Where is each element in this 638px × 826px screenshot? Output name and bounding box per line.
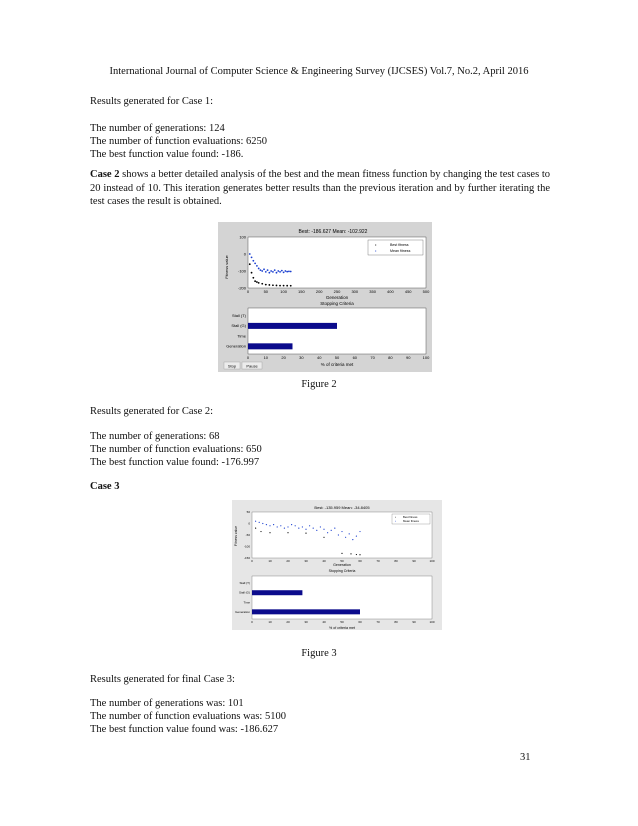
mean-fitness-point <box>323 529 324 530</box>
mean-fitness-point <box>251 257 253 259</box>
best-fitness-point <box>283 285 285 287</box>
mean-fitness-point <box>267 269 269 271</box>
y-tick-label: 100 <box>239 234 246 240</box>
figure-3-svg <box>232 500 442 630</box>
mean-fitness-point <box>283 271 285 273</box>
fig2-yticks <box>238 234 247 290</box>
fig3-legend-best: Best fitness <box>403 515 418 520</box>
mean-fitness-point <box>258 268 260 270</box>
best-fitness-point <box>359 554 360 555</box>
best-fitness-point <box>279 285 281 287</box>
case3-generations: The number of generations was: 101 <box>90 698 244 709</box>
x-tick-label: 250 <box>333 289 341 294</box>
fig2-legend-mean: Mean fitness <box>390 249 411 253</box>
best-fitness-point <box>323 537 324 538</box>
mean-fitness-point <box>252 260 254 262</box>
mean-fitness-point <box>284 270 286 272</box>
mean-fitness-point <box>277 526 278 527</box>
bar-category-label: Stall (T) <box>232 313 246 318</box>
best-fitness-point <box>276 285 278 287</box>
best-fitness-point <box>305 533 306 534</box>
mean-fitness-point <box>254 262 256 264</box>
mean-fitness-point <box>270 270 272 272</box>
mean-fitness-point <box>263 268 265 270</box>
case2-evaluations: The number of function evaluations: 650 <box>90 444 262 455</box>
x-tick-label: 100 <box>280 289 287 294</box>
y-tick-label: -150 <box>243 556 250 560</box>
mean-fitness-point <box>327 532 328 533</box>
x-tick-label: 50 <box>334 355 340 360</box>
figure-2-caption: Figure 2 <box>301 379 337 390</box>
fig2-xticks <box>247 289 430 294</box>
y-tick-label: -200 <box>237 285 246 291</box>
x-tick-label: 50 <box>263 289 269 294</box>
criteria-bar <box>252 590 302 595</box>
fig3-legend-mean-marker: • <box>395 519 397 524</box>
x-tick-label: 100 <box>429 559 435 563</box>
criteria-bar <box>248 323 337 329</box>
case2-best: The best function value found: -176.997 <box>90 457 260 468</box>
mean-fitness-point <box>280 525 281 526</box>
x-tick-label: 90 <box>405 355 411 360</box>
best-fitness-point <box>286 285 288 287</box>
y-tick-label: -50 <box>245 533 250 537</box>
mean-fitness-point <box>334 528 335 529</box>
x-tick-label: 30 <box>304 559 308 563</box>
mean-fitness-point <box>290 271 292 273</box>
best-fitness-point <box>254 280 256 282</box>
x-tick-label: 60 <box>352 355 358 360</box>
x-tick-label: 90 <box>412 620 416 624</box>
x-tick-label: 40 <box>322 559 326 563</box>
mean-fitness-point <box>356 536 357 537</box>
mean-fitness-point <box>260 269 262 271</box>
mean-fitness-point <box>249 253 251 255</box>
fig3-legend-best-marker: • <box>395 515 397 520</box>
mean-fitness-point <box>281 270 283 272</box>
fig3-ylabel: Fitness value <box>234 526 238 546</box>
mean-fitness-point <box>286 271 288 273</box>
mean-fitness-point <box>316 530 317 531</box>
mean-fitness-point <box>268 272 270 274</box>
x-tick-label: 20 <box>281 355 286 360</box>
fig3-xlabel: Generation <box>333 563 351 567</box>
x-tick-label: 450 <box>404 289 412 294</box>
case3-heading: Case 3 <box>90 481 120 492</box>
x-tick-label: 0 <box>251 559 253 563</box>
x-tick-label: 30 <box>299 355 304 360</box>
case1-evaluations: The number of function evaluations: 6250 <box>90 136 267 147</box>
x-tick-label: 400 <box>387 289 394 294</box>
fig2-top-title: Best: -186.627 Mean: -102.922 <box>298 229 368 235</box>
fig3-yticks <box>244 510 250 560</box>
x-tick-label: 10 <box>268 559 272 563</box>
figure-3 <box>232 500 442 630</box>
figure-3-caption: Figure 3 <box>301 648 337 659</box>
fig2-ylabel: Fitness value <box>224 255 229 279</box>
fig3-legend-mean: Mean fitness <box>403 519 419 524</box>
stop-button-label: Stop <box>227 363 237 369</box>
bar-category-label: Stall (T) <box>239 581 250 586</box>
x-tick-label: 80 <box>394 620 398 624</box>
best-fitness-point <box>268 284 270 286</box>
x-tick-label: 30 <box>304 620 308 624</box>
mean-fitness-point <box>320 526 321 527</box>
bar-category-label: Generation <box>235 609 250 614</box>
x-tick-label: 60 <box>358 559 362 563</box>
mean-fitness-point <box>305 529 306 530</box>
case2-paragraph <box>90 168 550 209</box>
mean-fitness-point <box>259 522 260 523</box>
case2-intro: Results generated for Case 2: <box>90 406 214 417</box>
figure-2-svg <box>218 222 432 372</box>
x-tick-label: 90 <box>412 559 416 563</box>
fig3-bottom-xlabel: % of criteria met <box>329 626 355 630</box>
x-tick-label: 20 <box>286 620 290 624</box>
y-tick-label: 0 <box>243 251 246 257</box>
bar-category-label: Generation <box>226 343 246 349</box>
x-tick-label: 0 <box>246 355 250 360</box>
best-fitness-point <box>251 272 253 274</box>
mean-fitness-point <box>341 531 342 532</box>
journal-header: International Journal of Computer Science & Engineering Survey (IJCSES) Vol.7, No.2, April 2016 <box>109 66 529 77</box>
bar-category-label: Stall (G) <box>238 590 250 595</box>
criteria-bar <box>248 343 293 349</box>
best-fitness-point <box>261 283 263 285</box>
x-tick-label: 70 <box>370 355 375 360</box>
mean-fitness-point <box>309 525 310 526</box>
mean-fitness-point <box>279 271 281 273</box>
mean-fitness-point <box>338 534 339 535</box>
mean-fitness-point <box>287 526 288 527</box>
fig2-legend-best: Best fitness <box>390 243 409 247</box>
x-tick-label: 200 <box>315 289 323 294</box>
mean-fitness-point <box>284 528 285 529</box>
case1-generations: The number of generations: 124 <box>90 123 225 134</box>
y-tick-label: -100 <box>237 268 246 274</box>
best-fitness-point <box>269 532 270 533</box>
mean-fitness-point <box>266 524 267 525</box>
case2-generations: The number of generations: 68 <box>90 431 220 442</box>
case2-bold: Case 2 <box>90 169 120 180</box>
mean-fitness-point <box>277 270 279 272</box>
mean-fitness-point <box>288 270 290 272</box>
x-tick-label: 50 <box>340 559 344 563</box>
fig3-bottom-title: Stopping Criteria <box>328 569 356 573</box>
x-tick-label: 40 <box>316 355 322 360</box>
best-fitness-point <box>249 263 251 265</box>
x-tick-label: 300 <box>351 289 359 294</box>
x-tick-label: 100 <box>429 620 435 624</box>
y-tick-label: -100 <box>243 544 250 549</box>
best-fitness-point <box>258 282 260 284</box>
x-tick-label: 70 <box>376 559 380 563</box>
mean-fitness-point <box>295 525 296 526</box>
mean-fitness-point <box>313 528 314 529</box>
x-tick-label: 350 <box>369 289 376 294</box>
x-tick-label: 80 <box>394 559 398 563</box>
x-tick-label: 50 <box>340 620 344 624</box>
best-fitness-point <box>290 285 292 287</box>
y-tick-label: 0 <box>248 521 250 526</box>
x-tick-label: 60 <box>358 620 362 624</box>
mean-fitness-point <box>265 271 267 273</box>
mean-fitness-point <box>331 530 332 531</box>
mean-fitness-point <box>298 528 299 529</box>
bar-category-label: Stall (G) <box>231 323 246 329</box>
best-fitness-point <box>350 553 351 554</box>
x-tick-label: 150 <box>298 289 305 294</box>
mean-fitness-point <box>256 265 258 267</box>
bar-category-label: Time <box>237 333 246 339</box>
bar-category-label: Time <box>243 600 250 605</box>
x-tick-label: 70 <box>376 620 380 624</box>
best-fitness-point <box>256 281 258 283</box>
mean-fitness-point <box>291 524 292 525</box>
mean-fitness-point <box>359 531 360 532</box>
fig2-bottom-title: Stopping Criteria <box>320 301 354 306</box>
case3-intro: Results generated for final Case 3: <box>90 674 235 685</box>
x-tick-label: 10 <box>263 355 269 360</box>
fig2-bottom-xlabel: % of criteria met <box>320 362 354 367</box>
criteria-bar <box>252 609 360 614</box>
x-tick-label: 0 <box>251 620 253 624</box>
x-tick-label: 80 <box>388 355 393 360</box>
x-tick-label: 40 <box>322 620 326 624</box>
best-fitness-point <box>287 532 288 533</box>
fig2-legend-mean-marker: • <box>375 248 377 253</box>
mean-fitness-point <box>352 539 353 540</box>
mean-fitness-point <box>274 269 276 271</box>
mean-fitness-point <box>269 525 270 526</box>
case3-best: The best function value found was: -186.627 <box>90 724 279 735</box>
mean-fitness-point <box>302 526 303 527</box>
figure-2 <box>218 222 432 372</box>
fig2-legend-best-marker: • <box>375 242 377 247</box>
best-fitness-point <box>356 554 357 555</box>
fig3-top-title: Best: -135.959 Mean: -34.8405 <box>314 505 370 510</box>
mean-fitness-point <box>349 533 350 534</box>
best-fitness-point <box>265 284 267 286</box>
mean-fitness-point <box>273 524 274 525</box>
best-fitness-point <box>341 553 342 554</box>
mean-fitness-point <box>255 521 256 522</box>
best-fitness-point <box>260 531 261 532</box>
page-number: 31 <box>520 752 531 763</box>
best-fitness-point <box>272 284 274 286</box>
fig3-bottom-xticks <box>251 620 435 624</box>
best-fitness-point <box>252 277 254 279</box>
case2-text: shows a better detailed analysis of the best and the mean fitness function by changing the test cases to 20 instead of 10. This iteration generates better results than the previous iteration and by further iterating the test cases the result is obtained. <box>90 169 550 207</box>
case3-evaluations: The number of function evaluations was: 5100 <box>90 711 286 722</box>
mean-fitness-point <box>272 271 274 273</box>
mean-fitness-point <box>345 537 346 538</box>
mean-fitness-point <box>262 523 263 524</box>
x-tick-label: 0 <box>246 289 250 294</box>
fig2-xlabel: Generation <box>325 295 349 300</box>
fig2-bottom-xticks <box>247 355 430 360</box>
y-tick-label: 50 <box>246 510 250 514</box>
x-tick-label: 500 <box>422 289 430 294</box>
x-tick-label: 20 <box>286 559 290 563</box>
best-fitness-point <box>255 528 256 529</box>
case1-best: The best function value found: -186. <box>90 149 244 160</box>
pause-button-label: Pause <box>246 363 258 369</box>
x-tick-label: 100 <box>422 355 430 360</box>
case1-intro: Results generated for Case 1: <box>90 96 214 107</box>
mean-fitness-point <box>276 272 278 274</box>
mean-fitness-point <box>261 270 263 272</box>
x-tick-label: 10 <box>268 620 272 624</box>
